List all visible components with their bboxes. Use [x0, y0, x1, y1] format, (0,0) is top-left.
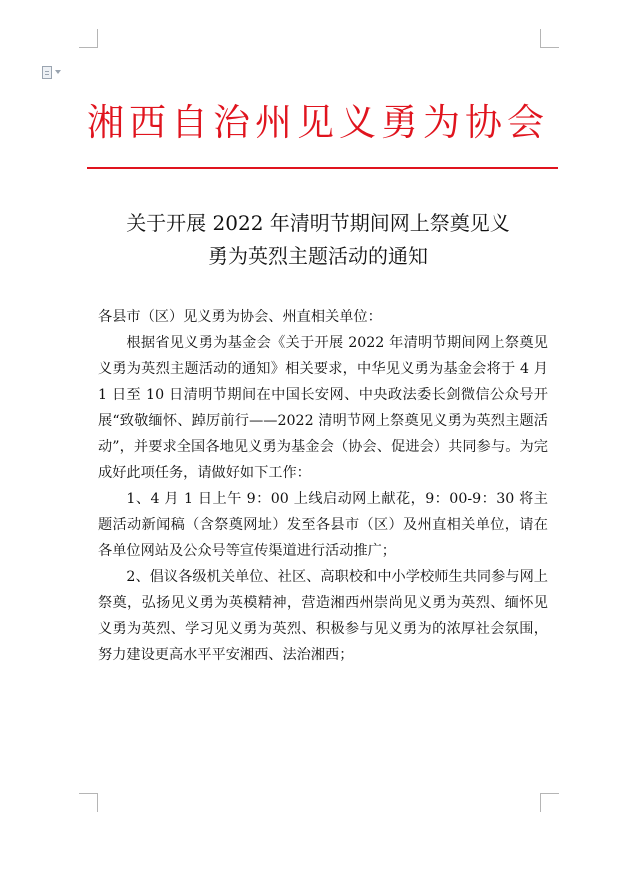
- notice-title-line-2: 勇为英烈主题活动的通知: [208, 244, 428, 268]
- org-header-title: 湘西自治州见义勇为协会: [87, 101, 549, 144]
- document-menu[interactable]: [42, 64, 61, 80]
- notice-title-line-1: 关于开展 2022 年清明节期间网上祭奠见义: [126, 211, 510, 235]
- document-icon: [42, 66, 52, 79]
- chevron-down-icon: [55, 70, 61, 74]
- header-divider: [87, 167, 558, 169]
- body-paragraph: 根据省见义勇为基金会《关于开展 2022 年清明节期间网上祭奠见义勇为英烈主题活动的通知》相关要求，中华见义勇为基金会将于 4 月 1 日至 10 日清明节期间在中国长安网、中央政法委长剑微信公众号开展“致敬缅怀、踔厉前行——2022 清明节网上祭奠见义勇为英烈主题活动”，并要求全国各地见义勇为基金会（协会、促进会）共同参与。为完成好此项任务，请做好如下工作：: [98, 335, 548, 481]
- crop-mark-bottom-left: [79, 793, 98, 812]
- notice-body: [98, 304, 548, 668]
- crop-mark-top-right: [540, 29, 559, 48]
- body-paragraph: 2、倡议各级机关单位、社区、高职校和中小学校师生共同参与网上祭奠，弘扬见义勇为英模精神，营造湘西州崇尚见义勇为英烈、缅怀见义勇为英烈、学习见义勇为英烈、积极参与见义勇为的浓厚社会氛围，努力建设更高水平平安湘西、法治湘西；: [98, 569, 548, 663]
- body-paragraph: 1、4 月 1 日上午 9：00 上线启动网上献花，9：00-9：30 将主题活动新闻稿（含祭奠网址）发至各县市（区）及州直相关单位，请在各单位网站及公众号等宣传渠道进行活动推广；: [98, 491, 548, 559]
- crop-mark-top-left: [79, 29, 98, 48]
- crop-mark-bottom-right: [540, 793, 559, 812]
- notice-title: [88, 207, 548, 273]
- salutation: 各县市（区）见义勇为协会、州直相关单位：: [98, 309, 382, 325]
